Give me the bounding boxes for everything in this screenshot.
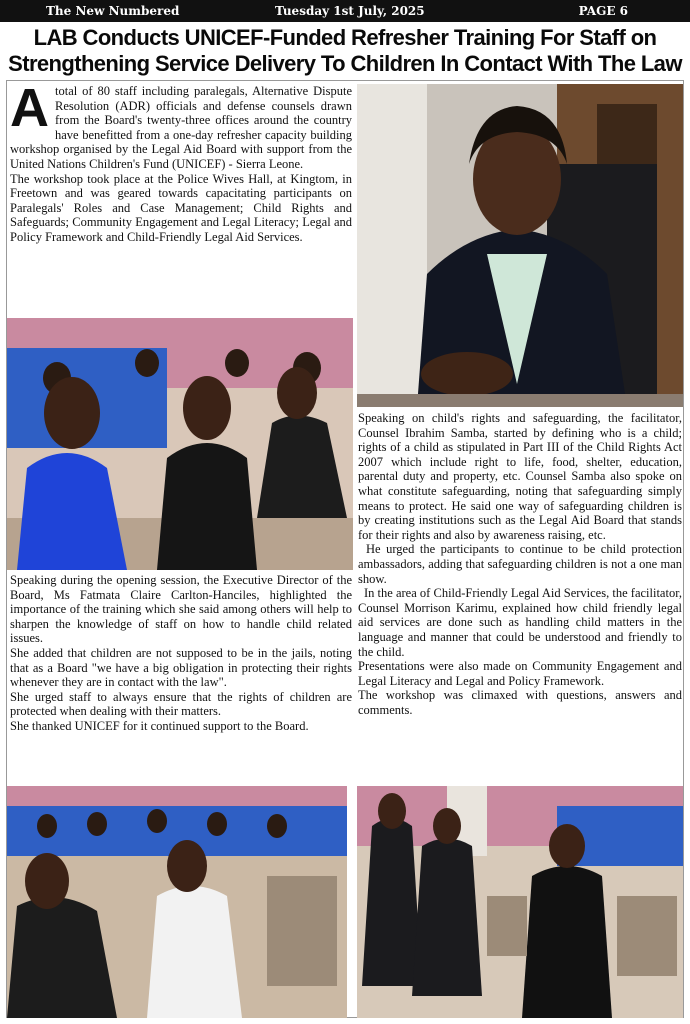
right-column-text xyxy=(358,411,682,781)
paragraph-7: Speaking on child's rights and safeguarding, the facilitator, Counsel Ibrahim Samba, started by defining who is a child; rights of a child as stipulated in Part III of the Child Rights Act 2007 which include right to life, food, shelter, education, parental duty and property, etc. Counsel Samba also spoke on what constitute safeguarding, noting that safeguarding simply means to protect. He said one way of safeguarding children is by creating institutions such as the Legal Aid Board that stands for their rights and also by awareness raising, etc. xyxy=(358,411,682,542)
left-column-text xyxy=(10,573,352,785)
headline-line-1: LAB Conducts UNICEF-Funded Refresher Training For Staff on xyxy=(33,25,657,50)
participants-photo-2 xyxy=(7,786,347,1018)
facilitator-portrait-photo xyxy=(357,84,683,407)
paragraph-8: He urged the participants to continue to be child protection ambassadors, adding that safeguarding children is not a one man show. xyxy=(358,542,682,586)
paragraph-4: She added that children are not supposed to be in the jails, noting that as a Board "we have a big obligation in protecting their rights whenever they are in contact with the law". xyxy=(10,645,352,690)
paragraph-3: Speaking during the opening session, the Executive Director of the Board, Ms Fatmata Claire Carlton-Hanciles, highlighted the importance of the training which she said among others will help to sharpen the knowledge of staff on how to handle child related issues. xyxy=(10,573,352,646)
paragraph-9: In the area of Child-Friendly Legal Aid Services, the facilitator, Counsel Morrison Karimu, explained how child friendly legal aid services are done such as handling child matters in the language and manner that could be understood and friendly to the child. xyxy=(358,586,682,659)
masthead xyxy=(0,0,690,22)
participants-photo-1 xyxy=(7,318,353,570)
paragraph-10: Presentations were also made on Community Engagement and Legal Literacy and Legal and Policy Framework. xyxy=(358,659,682,688)
paragraph-2: The workshop took place at the Police Wives Hall, at Kingtom, in Freetown and was geared towards capacitating participants on Paralegals' Roles and Case Management; Child Rights and Safeguards; Community Engagement and Legal Literacy; Legal and Policy Framework and Child-Friendly Legal Aid Services. xyxy=(10,171,352,244)
issue-date: Tuesday 1st July, 2025 xyxy=(275,4,425,18)
headline xyxy=(8,25,682,77)
page-number: PAGE 6 xyxy=(578,4,628,18)
paragraph-5: She urged staff to always ensure that the rights of children are protected when dealing with their matters. xyxy=(10,689,352,719)
drop-cap: A xyxy=(10,78,49,138)
intro-text xyxy=(10,78,352,316)
paragraph-11: The workshop was climaxed with questions, answers and comments. xyxy=(358,688,682,717)
headline-line-2: Strengthening Service Delivery To Children In Contact With The Law xyxy=(8,51,682,76)
paragraph-1: total of 80 staff including paralegals, Alternative Dispute Resolution (ADR) officials and defense counsels drawn from the Board's twenty-three offices around the country have benefitted from a one-day refresher capacity building workshop organised by the Legal Aid Board with support from the United Nations Children's Fund (UNICEF) - Sierra Leone. xyxy=(10,84,352,171)
facilitators-photo xyxy=(357,786,683,1018)
intro-paragraph xyxy=(10,78,352,172)
paragraph-6: She thanked UNICEF for it continued support to the Board. xyxy=(10,718,309,733)
paper-name: The New Numbered xyxy=(46,4,180,18)
